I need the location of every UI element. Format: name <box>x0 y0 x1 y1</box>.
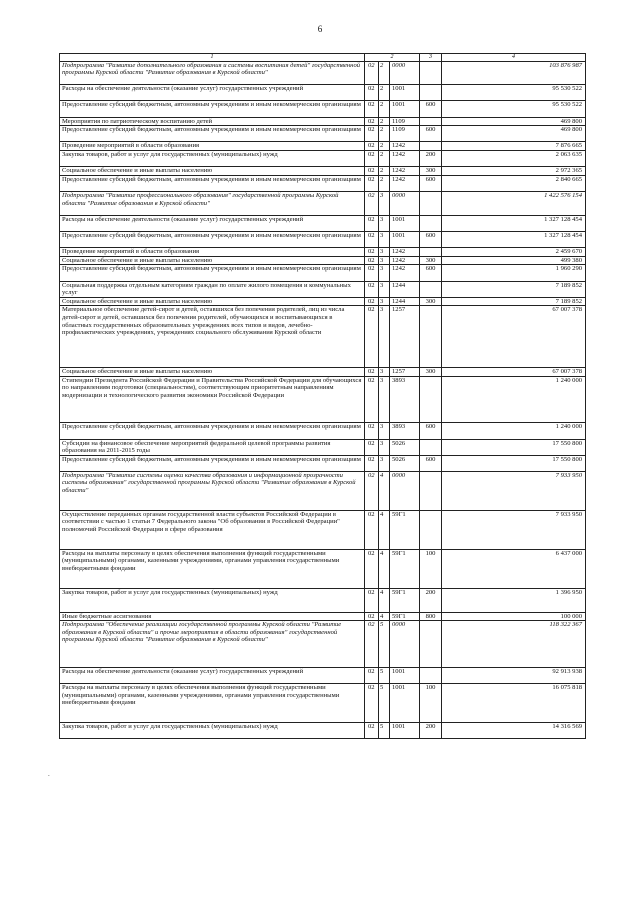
row-amount: 7 189 852 <box>442 297 586 306</box>
table-row <box>60 248 586 257</box>
row-expense-type <box>420 117 442 126</box>
row-name: Закупка товаров, работ и услуг для государственных (муниципальных) нужд <box>60 588 365 612</box>
row-target-code: 1109 <box>390 117 420 126</box>
row-expense-type <box>420 192 442 216</box>
row-amount: 2 840 665 <box>442 175 586 191</box>
row-section-code: 02 <box>365 256 379 265</box>
row-section-code: 02 <box>365 684 379 723</box>
row-name: Осуществление переданных органам государственной власти субъектов Российской Федерации в соответствии с частью 1 статьи 7 Федерального закона "Об образовании в Российской Федерации" полномочий Российской Федерации в сфере образования <box>60 510 365 549</box>
row-subsection-code: 2 <box>379 85 390 101</box>
row-section-code: 02 <box>365 151 379 167</box>
table-row <box>60 306 586 368</box>
row-target-code: 1242 <box>390 167 420 176</box>
row-name: Подпрограмма "Развитие дополнительного образования и системы воспитания детей" государственной программы Курской области "Развитие образования в Курской области" <box>60 61 365 85</box>
table-row <box>60 471 586 510</box>
row-name: Проведение мероприятий в области образования <box>60 248 365 257</box>
row-expense-type: 300 <box>420 167 442 176</box>
row-expense-type: 200 <box>420 151 442 167</box>
row-expense-type: 600 <box>420 232 442 248</box>
row-subsection-code: 2 <box>379 101 390 117</box>
row-subsection-code: 4 <box>379 549 390 588</box>
table-row <box>60 126 586 142</box>
row-subsection-code: 2 <box>379 117 390 126</box>
row-expense-type: 600 <box>420 101 442 117</box>
row-amount: 7 876 665 <box>442 142 586 151</box>
row-target-code: 1109 <box>390 126 420 142</box>
row-section-code: 02 <box>365 61 379 85</box>
row-section-code: 02 <box>365 510 379 549</box>
row-amount: 499 380 <box>442 256 586 265</box>
punch-mark: . <box>48 770 50 778</box>
row-section-code: 02 <box>365 281 379 297</box>
row-amount: 67 007 378 <box>442 368 586 377</box>
row-name: Предоставление субсидий бюджетным, автономным учреждениям и иным некоммерческим организациям <box>60 265 365 281</box>
table-row <box>60 621 586 668</box>
table-row <box>60 297 586 306</box>
table-row <box>60 281 586 297</box>
row-subsection-code: 2 <box>379 142 390 151</box>
row-subsection-code: 3 <box>379 423 390 439</box>
row-amount: 14 316 569 <box>442 723 586 739</box>
row-section-code: 02 <box>365 117 379 126</box>
row-target-code: 1242 <box>390 175 420 191</box>
table-row <box>60 167 586 176</box>
row-subsection-code: 3 <box>379 455 390 471</box>
row-target-code: 1242 <box>390 142 420 151</box>
row-target-code: 1001 <box>390 215 420 231</box>
table-row <box>60 175 586 191</box>
row-expense-type <box>420 471 442 510</box>
table-row <box>60 723 586 739</box>
row-amount: 1 327 128 454 <box>442 232 586 248</box>
row-amount: 103 876 987 <box>442 61 586 85</box>
row-name: Социальная поддержка отдельным категориям граждан по оплате жилого помещения и коммунальных услуг <box>60 281 365 297</box>
row-section-code: 02 <box>365 549 379 588</box>
row-amount: 17 550 800 <box>442 455 586 471</box>
row-amount: 118 322 367 <box>442 621 586 668</box>
row-target-code: 1242 <box>390 265 420 281</box>
row-section-code: 02 <box>365 192 379 216</box>
table-row <box>60 455 586 471</box>
row-expense-type: 600 <box>420 126 442 142</box>
row-amount: 2 063 635 <box>442 151 586 167</box>
row-section-code: 02 <box>365 142 379 151</box>
row-name: Подпрограмма "Развитие профессионального образования" государственной программы Курской области "Развитие образования в Курской области" <box>60 192 365 216</box>
row-amount: 1 422 576 154 <box>442 192 586 216</box>
row-target-code: 1242 <box>390 256 420 265</box>
row-target-code: 1001 <box>390 85 420 101</box>
row-target-code: 59Г1 <box>390 612 420 621</box>
row-target-code: 0000 <box>390 621 420 668</box>
row-section-code: 02 <box>365 101 379 117</box>
row-expense-type <box>420 215 442 231</box>
row-expense-type <box>420 142 442 151</box>
row-target-code: 1001 <box>390 667 420 683</box>
row-expense-type <box>420 510 442 549</box>
row-section-code: 02 <box>365 667 379 683</box>
row-name: Материальное обеспечение детей-сирот и детей, оставшихся без попечения родителей, лиц из числа детей-сирот и детей, оставшихся без попечения родителей, обучающихся и воспитывающихся в областных государственных образовательных учреждениях всех типов и видов, лечебно-профилактических учреждениях, учреждениях социального обслуживания Курской области <box>60 306 365 368</box>
row-subsection-code: 3 <box>379 215 390 231</box>
row-target-code: 0000 <box>390 192 420 216</box>
row-expense-type <box>420 61 442 85</box>
row-target-code: 1001 <box>390 723 420 739</box>
row-name: Социальное обеспечение и иные выплаты населению <box>60 167 365 176</box>
row-subsection-code: 4 <box>379 588 390 612</box>
row-subsection-code: 5 <box>379 723 390 739</box>
row-name: Мероприятия по патриотическому воспитанию детей <box>60 117 365 126</box>
row-amount: 100 000 <box>442 612 586 621</box>
row-name: Расходы на выплаты персоналу в целях обеспечения выполнения функций государственными (муниципальными) органами, казенными учреждениями, органами управления государственными внебюджетными фондами <box>60 549 365 588</box>
row-target-code: 1244 <box>390 297 420 306</box>
row-expense-type: 200 <box>420 723 442 739</box>
row-amount: 95 530 522 <box>442 85 586 101</box>
row-expense-type: 300 <box>420 368 442 377</box>
row-amount: 469 800 <box>442 117 586 126</box>
table-row <box>60 368 586 377</box>
row-name: Закупка товаров, работ и услуг для государственных (муниципальных) нужд <box>60 723 365 739</box>
table-row <box>60 439 586 455</box>
page-number: 6 <box>317 24 323 34</box>
row-name: Предоставление субсидий бюджетным, автономным учреждениям и иным некоммерческим организациям <box>60 232 365 248</box>
table-row <box>60 232 586 248</box>
row-subsection-code: 3 <box>379 376 390 423</box>
row-section-code: 02 <box>365 455 379 471</box>
budget-table <box>59 53 586 739</box>
row-expense-type: 300 <box>420 256 442 265</box>
table-body <box>60 54 586 739</box>
table-row <box>60 151 586 167</box>
row-target-code: 5026 <box>390 439 420 455</box>
row-target-code: 1257 <box>390 368 420 377</box>
row-target-code: 3893 <box>390 423 420 439</box>
row-expense-type <box>420 306 442 368</box>
row-amount: 469 800 <box>442 126 586 142</box>
row-name: Проведение мероприятий в области образования <box>60 142 365 151</box>
row-expense-type <box>420 281 442 297</box>
row-subsection-code: 2 <box>379 175 390 191</box>
row-target-code: 0000 <box>390 61 420 85</box>
table-row <box>60 101 586 117</box>
row-section-code: 02 <box>365 215 379 231</box>
row-subsection-code: 3 <box>379 368 390 377</box>
row-expense-type: 800 <box>420 612 442 621</box>
row-name: Предоставление субсидий бюджетным, автономным учреждениям и иным некоммерческим организациям <box>60 455 365 471</box>
row-subsection-code: 2 <box>379 126 390 142</box>
row-target-code: 1001 <box>390 101 420 117</box>
row-section-code: 02 <box>365 126 379 142</box>
row-amount: 1 327 128 454 <box>442 215 586 231</box>
row-expense-type: 600 <box>420 423 442 439</box>
row-target-code: 0000 <box>390 471 420 510</box>
row-section-code: 02 <box>365 439 379 455</box>
row-name: Предоставление субсидий бюджетным, автономным учреждениям и иным некоммерческим организациям <box>60 175 365 191</box>
row-subsection-code: 3 <box>379 265 390 281</box>
table-row <box>60 612 586 621</box>
row-section-code: 02 <box>365 175 379 191</box>
row-subsection-code: 3 <box>379 256 390 265</box>
table-row <box>60 667 586 683</box>
row-amount: 17 550 800 <box>442 439 586 455</box>
table-row <box>60 549 586 588</box>
table-row <box>60 142 586 151</box>
row-subsection-code: 3 <box>379 248 390 257</box>
row-section-code: 02 <box>365 376 379 423</box>
row-subsection-code: 4 <box>379 471 390 510</box>
row-amount: 1 960 290 <box>442 265 586 281</box>
row-section-code: 02 <box>365 265 379 281</box>
header-cell-name: 1 <box>60 54 365 62</box>
row-name: Расходы на обеспечение деятельности (оказание услуг) государственных учреждений <box>60 215 365 231</box>
table-row <box>60 85 586 101</box>
row-name: Расходы на выплаты персоналу в целях обеспечения выполнения функций государственными (муниципальными) органами, казенными учреждениями, органами управления государственными внебюджетными фондами <box>60 684 365 723</box>
row-subsection-code: 2 <box>379 61 390 85</box>
row-section-code: 02 <box>365 248 379 257</box>
row-amount: 1 396 950 <box>442 588 586 612</box>
row-name: Социальное обеспечение и иные выплаты населению <box>60 297 365 306</box>
table-row <box>60 215 586 231</box>
row-name: Подпрограмма "Развитие системы оценки качества образования и информационной прозрачности системы образования" государственной программы Курской области "Развитие образования в Курской области" <box>60 471 365 510</box>
row-subsection-code: 5 <box>379 684 390 723</box>
row-target-code: 3893 <box>390 376 420 423</box>
row-target-code: 5026 <box>390 455 420 471</box>
table-row <box>60 256 586 265</box>
row-amount: 7 933 950 <box>442 510 586 549</box>
row-section-code: 02 <box>365 588 379 612</box>
row-section-code: 02 <box>365 471 379 510</box>
row-subsection-code: 3 <box>379 192 390 216</box>
table-row <box>60 423 586 439</box>
row-expense-type: 100 <box>420 549 442 588</box>
row-target-code: 59Г1 <box>390 510 420 549</box>
table-row <box>60 588 586 612</box>
row-section-code: 02 <box>365 723 379 739</box>
row-amount: 2 972 365 <box>442 167 586 176</box>
row-expense-type: 600 <box>420 265 442 281</box>
row-subsection-code: 5 <box>379 667 390 683</box>
row-expense-type <box>420 667 442 683</box>
row-amount: 1 240 000 <box>442 376 586 423</box>
row-name: Предоставление субсидий бюджетным, автономным учреждениям и иным некоммерческим организациям <box>60 126 365 142</box>
row-section-code: 02 <box>365 423 379 439</box>
row-expense-type: 300 <box>420 297 442 306</box>
header-row <box>60 54 586 62</box>
table-row <box>60 376 586 423</box>
row-target-code: 59Г1 <box>390 549 420 588</box>
row-target-code: 1242 <box>390 248 420 257</box>
row-target-code: 1001 <box>390 684 420 723</box>
row-name: Социальное обеспечение и иные выплаты населению <box>60 368 365 377</box>
row-name: Расходы на обеспечение деятельности (оказание услуг) государственных учреждений <box>60 667 365 683</box>
row-expense-type <box>420 439 442 455</box>
header-cell-amount: 4 <box>442 54 586 62</box>
row-name: Подпрограмма "Обеспечение реализации государственной программы Курской области "Развитие образования в Курской области" и прочие мероприятия в области образования" государственной программы Курской области "Развитие образования в Курской области" <box>60 621 365 668</box>
row-subsection-code: 3 <box>379 232 390 248</box>
row-subsection-code: 2 <box>379 151 390 167</box>
row-subsection-code: 5 <box>379 621 390 668</box>
row-section-code: 02 <box>365 621 379 668</box>
row-expense-type: 100 <box>420 684 442 723</box>
row-target-code: 1242 <box>390 151 420 167</box>
row-name: Социальное обеспечение и иные выплаты населению <box>60 256 365 265</box>
row-expense-type <box>420 248 442 257</box>
row-section-code: 02 <box>365 167 379 176</box>
row-amount: 16 075 818 <box>442 684 586 723</box>
row-expense-type: 600 <box>420 175 442 191</box>
row-expense-type: 600 <box>420 455 442 471</box>
row-subsection-code: 3 <box>379 439 390 455</box>
table-row <box>60 684 586 723</box>
row-name: Иные бюджетные ассигнования <box>60 612 365 621</box>
row-subsection-code: 3 <box>379 297 390 306</box>
row-target-code: 1001 <box>390 232 420 248</box>
row-amount: 6 437 000 <box>442 549 586 588</box>
header-cell-vr: 3 <box>420 54 442 62</box>
row-target-code: 1244 <box>390 281 420 297</box>
row-section-code: 02 <box>365 85 379 101</box>
row-expense-type: 200 <box>420 588 442 612</box>
row-subsection-code: 3 <box>379 306 390 368</box>
table-row <box>60 510 586 549</box>
row-section-code: 02 <box>365 612 379 621</box>
row-target-code: 1257 <box>390 306 420 368</box>
header-cell-codes: 2 <box>365 54 420 62</box>
row-name: Закупка товаров, работ и услуг для государственных (муниципальных) нужд <box>60 151 365 167</box>
row-section-code: 02 <box>365 306 379 368</box>
row-subsection-code: 4 <box>379 612 390 621</box>
row-amount: 92 913 938 <box>442 667 586 683</box>
row-expense-type <box>420 376 442 423</box>
row-amount: 1 240 000 <box>442 423 586 439</box>
row-name: Субсидии на финансовое обеспечение мероприятий федеральной целевой программы развития образования на 2011-2015 годы <box>60 439 365 455</box>
row-section-code: 02 <box>365 297 379 306</box>
row-name: Стипендии Президента Российской Федерации и Правительства Российской Федерации для обучающихся по направлениям подготовки (специальностям), соответствующим приоритетным направлениям модернизации и технологического развития экономики Российской Федерации <box>60 376 365 423</box>
table-row <box>60 61 586 85</box>
row-expense-type <box>420 85 442 101</box>
row-subsection-code: 4 <box>379 510 390 549</box>
row-amount: 67 007 378 <box>442 306 586 368</box>
row-amount: 95 530 522 <box>442 101 586 117</box>
table-row <box>60 117 586 126</box>
row-amount: 2 459 670 <box>442 248 586 257</box>
row-target-code: 59Г1 <box>390 588 420 612</box>
row-name: Предоставление субсидий бюджетным, автономным учреждениям и иным некоммерческим организациям <box>60 101 365 117</box>
row-subsection-code: 2 <box>379 167 390 176</box>
row-section-code: 02 <box>365 368 379 377</box>
row-name: Предоставление субсидий бюджетным, автономным учреждениям и иным некоммерческим организациям <box>60 423 365 439</box>
row-expense-type <box>420 621 442 668</box>
table-row <box>60 265 586 281</box>
row-name: Расходы на обеспечение деятельности (оказание услуг) государственных учреждений <box>60 85 365 101</box>
row-section-code: 02 <box>365 232 379 248</box>
row-amount: 7 933 950 <box>442 471 586 510</box>
row-subsection-code: 3 <box>379 281 390 297</box>
table-row <box>60 192 586 216</box>
row-amount: 7 189 852 <box>442 281 586 297</box>
